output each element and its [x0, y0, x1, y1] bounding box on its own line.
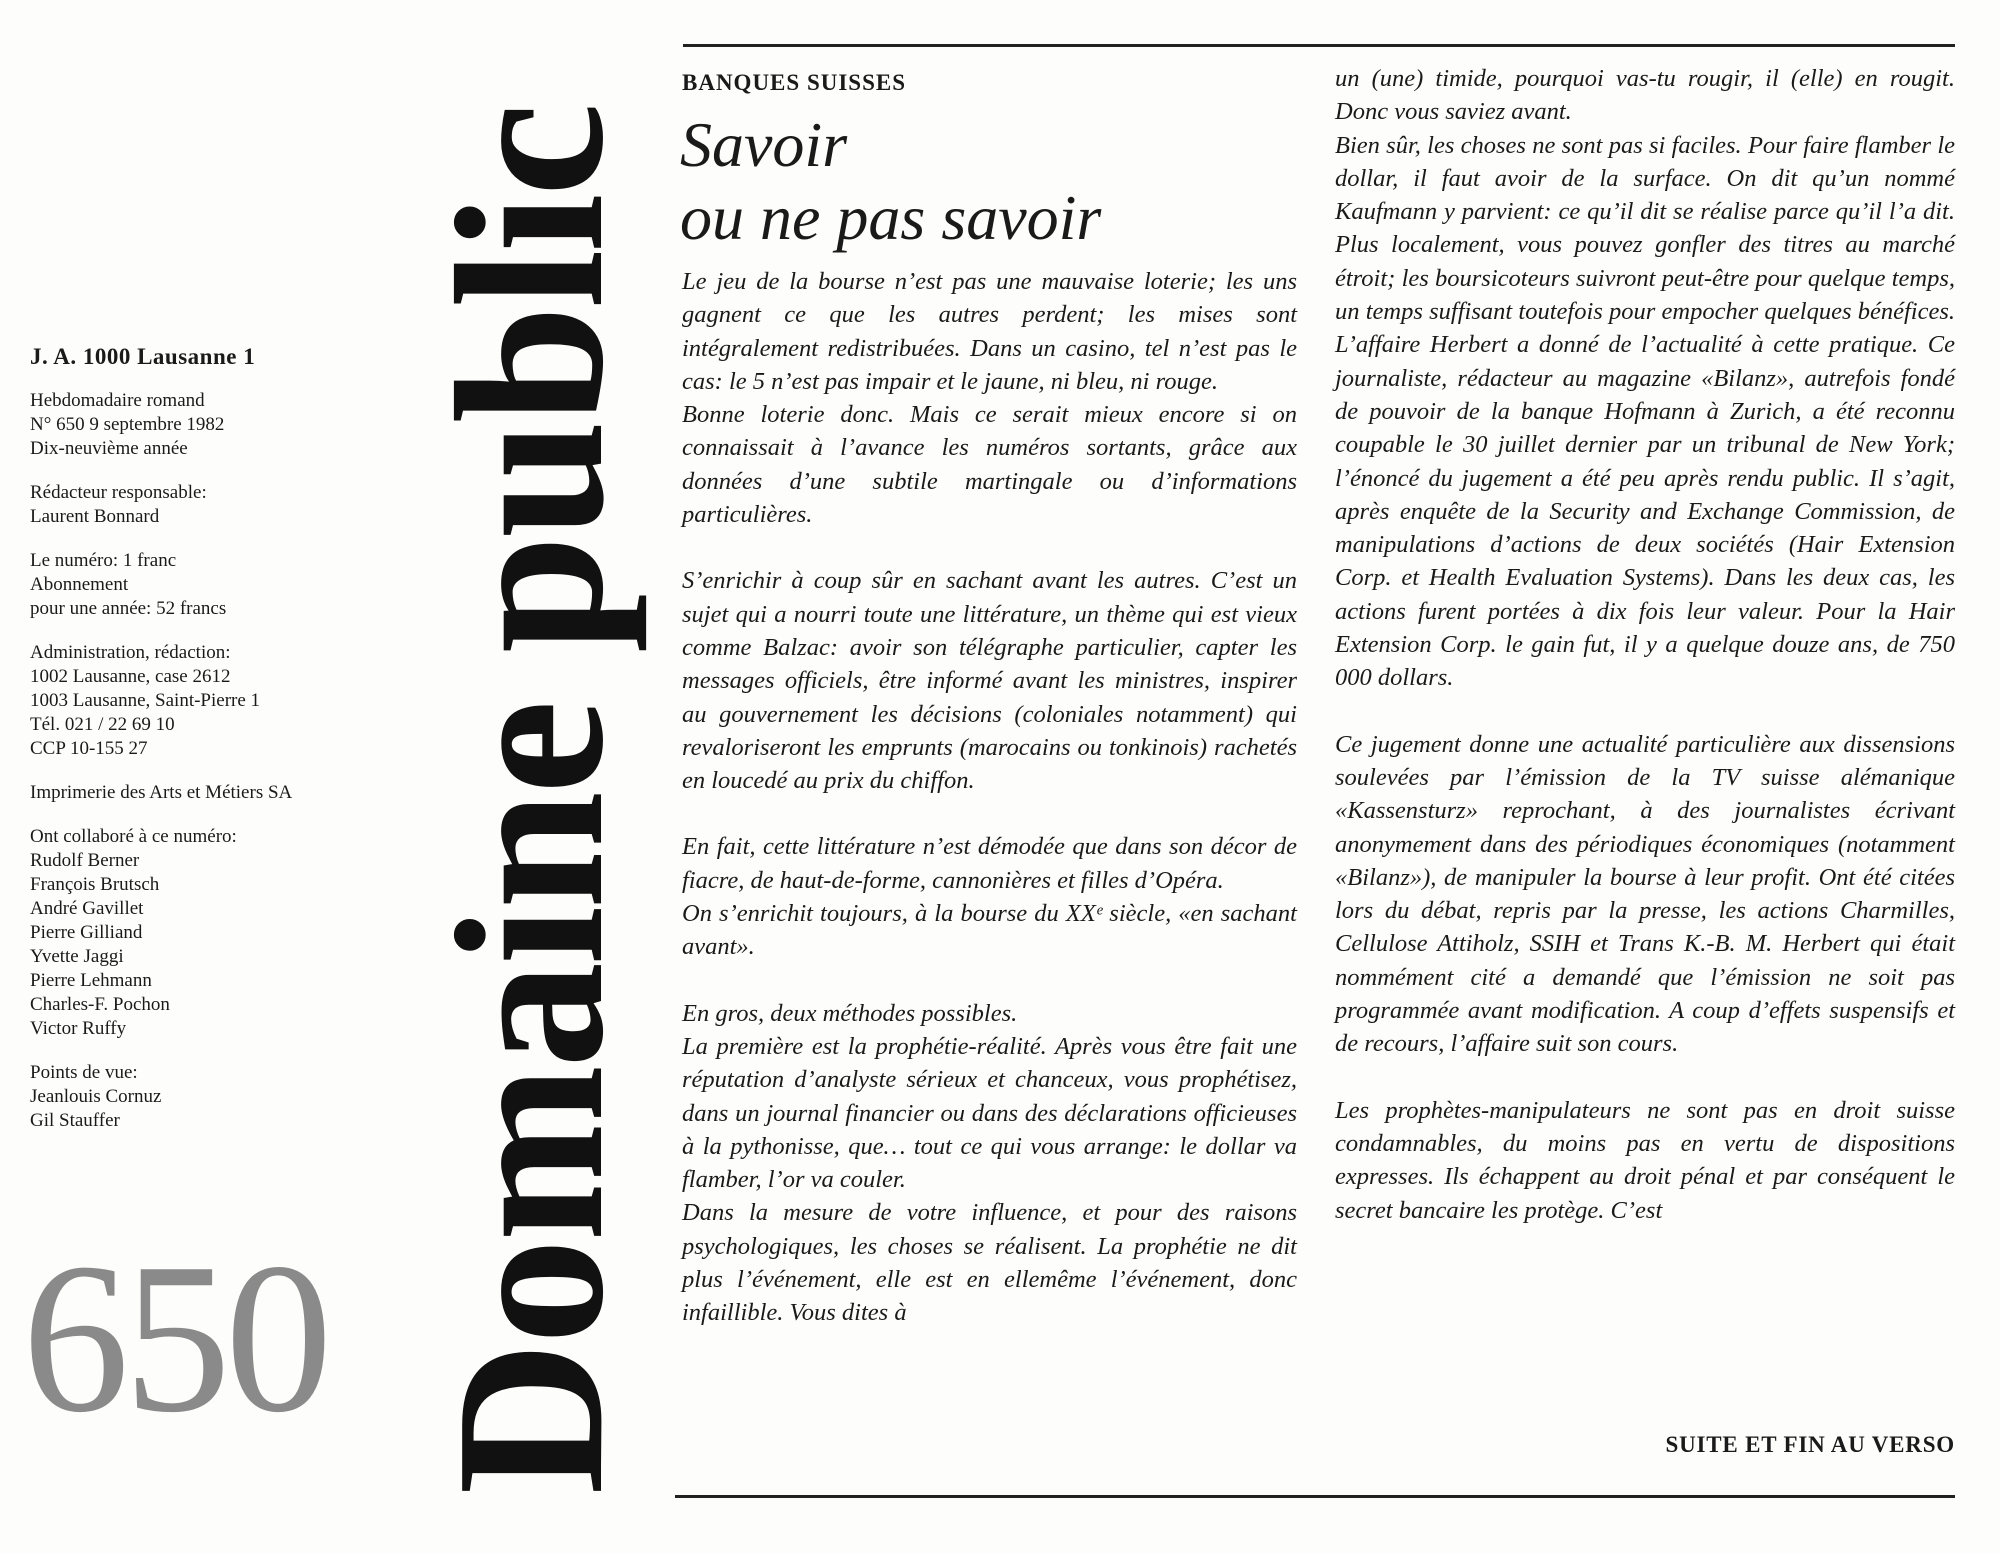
imprint-blocks: [30, 389, 430, 1133]
imprint-line: N° 650 9 septembre 1982: [30, 414, 225, 435]
imprint-line: pour une année: 52 francs: [30, 598, 227, 619]
imprint-block: [30, 641, 430, 761]
article-paragraph: Ce jugement donne une actualité particulière aux dissensions soulevées par l’émission de la TV suisse alémanique «Kassensturz» reprochant, à des journalistes écrivant anonymement dans des périodiques économiques (notamment «Bilanz»), de manipuler la bourse à leur profit. Ont été citées lors du débat, repris par la presse, les actions Charmilles, Cellulose Attiholz, SSIH et Trans K.-B. M. Herbert qui était nommément cité a demandé que l’émission ne soit pas programmée avant modification. A coup d’effets suspensifs et de recours, l’affaire suit son cours.: [1335, 730, 1955, 1058]
imprint-line: Pierre Lehmann: [30, 970, 152, 991]
imprint-line: Administration, rédaction:: [30, 642, 231, 663]
imprint-block: [30, 481, 430, 529]
article-paragraph: En fait, cette littérature n’est démodée que dans son décor de fiacre, de haut-de-forme, cannonières et filles d’Opéra.: [682, 833, 1297, 894]
imprint-block: [30, 825, 430, 1041]
imprint-block: [30, 549, 430, 621]
imprint-block: [30, 389, 430, 461]
article-paragraph: En gros, deux méthodes possibles.: [682, 999, 1018, 1027]
imprint-line: 1003 Lausanne, Saint-Pierre 1: [30, 690, 261, 711]
imprint-line: Points de vue:: [30, 1062, 138, 1083]
bottom-rule: [675, 1495, 1955, 1498]
article-paragraph: Dans la mesure de votre influence, et pour des raisons psychologiques, les choses se réalisent. La prophétie ne dit plus l’événement, elle est en ellemême l’événement, donc infaillible. Vous dites à: [682, 1199, 1297, 1327]
imprint-line: Charles-F. Pochon: [30, 994, 170, 1015]
imprint-line: François Brutsch: [30, 874, 160, 895]
article-paragraph: un (une) timide, pourquoi vas-tu rougir, il (elle) en rougit. Donc vous saviez avant.: [1335, 65, 1955, 126]
imprint-line: Victor Ruffy: [30, 1018, 127, 1039]
imprint-line: Ont collaboré à ce numéro:: [30, 826, 237, 847]
headline-line-1: Savoir: [680, 109, 848, 180]
headline-line-2: ou ne pas savoir: [680, 182, 1102, 253]
article-paragraph: Bonne loterie donc. Mais ce serait mieux encore si on connaissait à l’avance les numéros sortants, grâce aux données d’une subtile martingale ou d’informations particulières.: [682, 401, 1297, 529]
imprint-line: Rédacteur responsable:: [30, 482, 207, 503]
imprint-line: Imprimerie des Arts et Métiers SA: [30, 782, 293, 803]
top-rule: [683, 44, 1955, 47]
article-paragraph: Le jeu de la bourse n’est pas une mauvaise loterie; les uns gagnent ce que les autres perdent; les mises sont intégralement redistribuées. Dans un casino, tel n’est pas le cas: le 5 n’est pas impair et le jaune, ni bleu, ni rouge.: [682, 268, 1297, 395]
article-paragraph: La première est la prophétie-réalité. Après vous être fait une réputation d’analyste sérieux et chanceux, vous prophétisez, dans un journal financier ou dans des déclarations officieuses à la pythonisse, que… tout ce qui vous arrange: le dollar va flamber, l’or va couler.: [682, 1032, 1297, 1194]
imprint-line: Gil Stauffer: [30, 1110, 120, 1131]
article-paragraph: S’enrichir à coup sûr en sachant avant les autres. C’est un sujet qui a nourri toute une littérature, un thème qui est vieux comme Balzac: avoir son télégraphe particulier, capter les messages officiels, être informé avant les ministres, inspirer au gouvernement les décisions (coloniales notamment) qui revaloriseront les emprunts (marocains ou tonkinois) rachetés en loucedé au prix du chiffon.: [682, 567, 1297, 795]
continued-note: SUITE ET FIN AU VERSO: [1665, 1432, 1955, 1457]
imprint-line: Jeanlouis Cornuz: [30, 1086, 162, 1107]
imprint-line: CCP 10-155 27: [30, 738, 148, 759]
article-paragraph: On s’enrichit toujours, à la bourse du XXᵉ siècle, «en sachant avant».: [682, 900, 1297, 961]
article-paragraph: Bien sûr, les choses ne sont pas si faciles. Pour faire flamber le dollar, il faut avoir de la surface. On dit qu’un nommé Kaufmann y parvient: ce qu’il dit se réalise parce qu’il l’a dit. Plus localement, vous pouvez gonfler des titres au marché étroit; les boursicoteurs suivront peut-être pour quelque temps, un temps suffisant toutefois pour empocher quelques bénéfices. L’affaire Herbert a donné de l’actualité à cette pratique. Ce journaliste, rédacteur au magazine «Bilanz», autrefois fondé de pouvoir de la banque Hofmann à Zurich, a été reconnu coupable le 30 juillet dernier par un tribunal de New York; l’énoncé du jugement a été peu après rendu public. Il s’agit, après enquête de la Security and Exchange Commission, de manipulations d’actions de deux sociétés (Hair Extension Corp. et Health Evaluation Systems). Dans les deux cas, les actions furent portées à dix fois leur valeur. Pour la Hair Extension Corp. le gain fut, il y a quelque douze ans, de 750 000 dollars.: [1335, 131, 1955, 692]
article-paragraph: Les prophètes-manipulateurs ne sont pas en droit suisse condamnables, du moins pas en vertu de dispositions expresses. Ils échappent au droit pénal et par conséquent le secret bancaire les protège. C’est: [1335, 1096, 1955, 1224]
imprint-line: Laurent Bonnard: [30, 506, 160, 527]
article-column-2: [1335, 62, 1955, 1227]
imprint-line: Dix-neuvième année: [30, 438, 188, 459]
imprint-line: 1002 Lausanne, case 2612: [30, 666, 231, 687]
article-column-1: [682, 265, 1297, 1330]
imprint-line: Tél. 021 / 22 69 10: [30, 714, 175, 735]
imprint-line: Pierre Gilliand: [30, 922, 143, 943]
article-headline: [680, 108, 1101, 254]
masthead-title: Domaine public: [412, 105, 647, 1495]
issue-number: 650: [22, 1218, 327, 1457]
imprint-line: André Gavillet: [30, 898, 144, 919]
masthead-area: [412, 90, 647, 1510]
imprint-line: Abonnement: [30, 574, 129, 595]
article-kicker: BANQUES SUISSES: [682, 70, 907, 95]
imprint-block: [30, 781, 430, 805]
imprint-line: Yvette Jaggi: [30, 946, 124, 967]
imprint-line: Le numéro: 1 franc: [30, 550, 177, 571]
postal-mark: J. A. 1000 Lausanne 1: [30, 344, 256, 369]
imprint-line: Hebdomadaire romand: [30, 390, 205, 411]
imprint-block: [30, 1061, 430, 1133]
publication-info: [30, 345, 430, 1153]
imprint-line: Rudolf Berner: [30, 850, 140, 871]
